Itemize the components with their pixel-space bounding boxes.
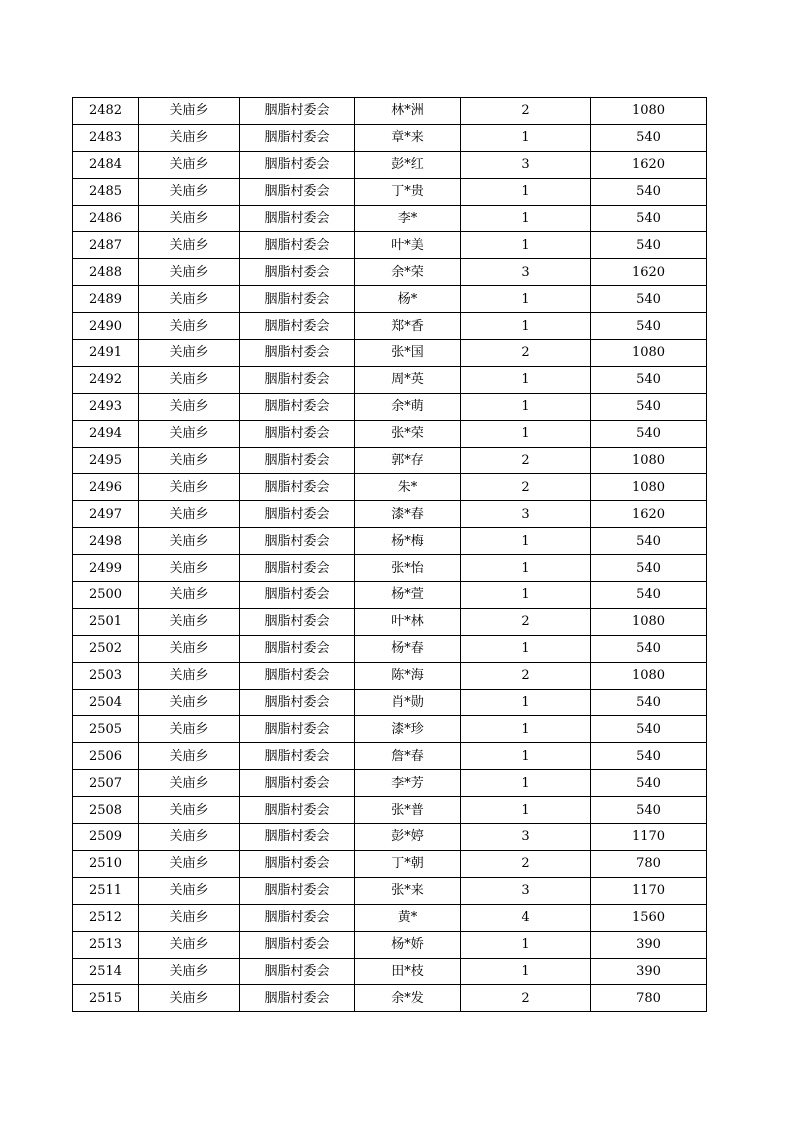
township-cell: 关庙乡 <box>139 743 240 770</box>
person-name-cell: 余*荣 <box>355 259 461 286</box>
township-cell: 关庙乡 <box>139 366 240 393</box>
village-committee-cell: 胭脂村委会 <box>240 608 355 635</box>
amount-cell: 1080 <box>591 662 707 689</box>
township-cell: 关庙乡 <box>139 447 240 474</box>
serial-number-cell: 2506 <box>73 743 139 770</box>
person-name-cell: 郭*存 <box>355 447 461 474</box>
table-row <box>73 904 707 931</box>
serial-number-cell: 2498 <box>73 528 139 555</box>
household-count-cell: 1 <box>461 555 591 582</box>
serial-number-cell: 2482 <box>73 98 139 125</box>
household-count-cell: 2 <box>461 98 591 125</box>
serial-number-cell: 2483 <box>73 124 139 151</box>
person-name-cell: 周*英 <box>355 366 461 393</box>
person-name-cell: 张*国 <box>355 340 461 367</box>
village-committee-cell: 胭脂村委会 <box>240 259 355 286</box>
township-cell: 关庙乡 <box>139 824 240 851</box>
table-row <box>73 555 707 582</box>
village-committee-cell: 胭脂村委会 <box>240 662 355 689</box>
village-committee-cell: 胭脂村委会 <box>240 447 355 474</box>
household-count-cell: 1 <box>461 582 591 609</box>
table-row <box>73 340 707 367</box>
table-row <box>73 770 707 797</box>
household-count-cell: 1 <box>461 420 591 447</box>
serial-number-cell: 2486 <box>73 205 139 232</box>
village-committee-cell: 胭脂村委会 <box>240 393 355 420</box>
township-cell: 关庙乡 <box>139 582 240 609</box>
township-cell: 关庙乡 <box>139 877 240 904</box>
amount-cell: 540 <box>591 770 707 797</box>
table-row <box>73 743 707 770</box>
township-cell: 关庙乡 <box>139 662 240 689</box>
table-row <box>73 931 707 958</box>
household-count-cell: 3 <box>461 824 591 851</box>
person-name-cell: 余*发 <box>355 985 461 1012</box>
township-cell: 关庙乡 <box>139 850 240 877</box>
township-cell: 关庙乡 <box>139 985 240 1012</box>
person-name-cell: 李*芳 <box>355 770 461 797</box>
person-name-cell: 漆*珍 <box>355 716 461 743</box>
person-name-cell: 杨*春 <box>355 635 461 662</box>
serial-number-cell: 2502 <box>73 635 139 662</box>
household-count-cell: 1 <box>461 205 591 232</box>
person-name-cell: 彭*红 <box>355 151 461 178</box>
household-count-cell: 1 <box>461 178 591 205</box>
serial-number-cell: 2489 <box>73 286 139 313</box>
serial-number-cell: 2514 <box>73 958 139 985</box>
person-name-cell: 张*荣 <box>355 420 461 447</box>
table-row <box>73 608 707 635</box>
household-count-cell: 1 <box>461 366 591 393</box>
table-row <box>73 232 707 259</box>
table-row <box>73 528 707 555</box>
serial-number-cell: 2487 <box>73 232 139 259</box>
person-name-cell: 张*怡 <box>355 555 461 582</box>
township-cell: 关庙乡 <box>139 420 240 447</box>
household-count-cell: 1 <box>461 689 591 716</box>
serial-number-cell: 2500 <box>73 582 139 609</box>
village-committee-cell: 胭脂村委会 <box>240 635 355 662</box>
table-row <box>73 582 707 609</box>
person-name-cell: 杨*娇 <box>355 931 461 958</box>
person-name-cell: 李* <box>355 205 461 232</box>
person-name-cell: 杨* <box>355 286 461 313</box>
village-committee-cell: 胭脂村委会 <box>240 232 355 259</box>
table-row <box>73 393 707 420</box>
village-committee-cell: 胭脂村委会 <box>240 743 355 770</box>
household-count-cell: 1 <box>461 635 591 662</box>
person-name-cell: 叶*美 <box>355 232 461 259</box>
village-committee-cell: 胭脂村委会 <box>240 555 355 582</box>
township-cell: 关庙乡 <box>139 124 240 151</box>
table-row <box>73 205 707 232</box>
table-row <box>73 985 707 1012</box>
person-name-cell: 杨*萱 <box>355 582 461 609</box>
serial-number-cell: 2509 <box>73 824 139 851</box>
table-row <box>73 635 707 662</box>
township-cell: 关庙乡 <box>139 501 240 528</box>
household-count-cell: 1 <box>461 743 591 770</box>
person-name-cell: 杨*梅 <box>355 528 461 555</box>
table-row <box>73 824 707 851</box>
person-name-cell: 陈*海 <box>355 662 461 689</box>
serial-number-cell: 2501 <box>73 608 139 635</box>
village-committee-cell: 胭脂村委会 <box>240 958 355 985</box>
village-committee-cell: 胭脂村委会 <box>240 340 355 367</box>
household-count-cell: 1 <box>461 393 591 420</box>
household-count-cell: 1 <box>461 770 591 797</box>
village-committee-cell: 胭脂村委会 <box>240 124 355 151</box>
township-cell: 关庙乡 <box>139 608 240 635</box>
table-row <box>73 447 707 474</box>
serial-number-cell: 2484 <box>73 151 139 178</box>
village-committee-cell: 胭脂村委会 <box>240 716 355 743</box>
serial-number-cell: 2512 <box>73 904 139 931</box>
household-count-cell: 2 <box>461 340 591 367</box>
household-count-cell: 1 <box>461 232 591 259</box>
township-cell: 关庙乡 <box>139 716 240 743</box>
household-count-cell: 1 <box>461 931 591 958</box>
serial-number-cell: 2491 <box>73 340 139 367</box>
amount-cell: 1620 <box>591 501 707 528</box>
township-cell: 关庙乡 <box>139 286 240 313</box>
township-cell: 关庙乡 <box>139 178 240 205</box>
household-count-cell: 1 <box>461 313 591 340</box>
amount-cell: 1080 <box>591 608 707 635</box>
person-name-cell: 丁*朝 <box>355 850 461 877</box>
township-cell: 关庙乡 <box>139 555 240 582</box>
village-committee-cell: 胭脂村委会 <box>240 178 355 205</box>
amount-cell: 1620 <box>591 259 707 286</box>
amount-cell: 540 <box>591 689 707 716</box>
household-count-cell: 4 <box>461 904 591 931</box>
amount-cell: 390 <box>591 958 707 985</box>
amount-cell: 540 <box>591 528 707 555</box>
village-committee-cell: 胭脂村委会 <box>240 582 355 609</box>
village-committee-cell: 胭脂村委会 <box>240 501 355 528</box>
amount-cell: 780 <box>591 985 707 1012</box>
township-cell: 关庙乡 <box>139 797 240 824</box>
village-committee-cell: 胭脂村委会 <box>240 904 355 931</box>
serial-number-cell: 2511 <box>73 877 139 904</box>
household-count-cell: 1 <box>461 797 591 824</box>
person-name-cell: 丁*贵 <box>355 178 461 205</box>
person-name-cell: 郑*香 <box>355 313 461 340</box>
roster-table <box>72 97 707 1012</box>
amount-cell: 540 <box>591 178 707 205</box>
serial-number-cell: 2515 <box>73 985 139 1012</box>
household-count-cell: 1 <box>461 958 591 985</box>
township-cell: 关庙乡 <box>139 904 240 931</box>
table-row <box>73 501 707 528</box>
person-name-cell: 肖*勋 <box>355 689 461 716</box>
table-row <box>73 151 707 178</box>
amount-cell: 540 <box>591 393 707 420</box>
township-cell: 关庙乡 <box>139 770 240 797</box>
township-cell: 关庙乡 <box>139 474 240 501</box>
serial-number-cell: 2510 <box>73 850 139 877</box>
village-committee-cell: 胭脂村委会 <box>240 98 355 125</box>
table-row <box>73 716 707 743</box>
household-count-cell: 2 <box>461 474 591 501</box>
household-count-cell: 1 <box>461 528 591 555</box>
household-count-cell: 2 <box>461 850 591 877</box>
person-name-cell: 张*来 <box>355 877 461 904</box>
amount-cell: 540 <box>591 286 707 313</box>
table-row <box>73 259 707 286</box>
household-count-cell: 3 <box>461 877 591 904</box>
amount-cell: 540 <box>591 205 707 232</box>
amount-cell: 540 <box>591 313 707 340</box>
amount-cell: 540 <box>591 797 707 824</box>
person-name-cell: 田*枝 <box>355 958 461 985</box>
township-cell: 关庙乡 <box>139 151 240 178</box>
township-cell: 关庙乡 <box>139 958 240 985</box>
serial-number-cell: 2499 <box>73 555 139 582</box>
amount-cell: 1170 <box>591 824 707 851</box>
township-cell: 关庙乡 <box>139 689 240 716</box>
person-name-cell: 余*萌 <box>355 393 461 420</box>
township-cell: 关庙乡 <box>139 313 240 340</box>
village-committee-cell: 胭脂村委会 <box>240 528 355 555</box>
household-count-cell: 1 <box>461 716 591 743</box>
amount-cell: 1080 <box>591 340 707 367</box>
amount-cell: 540 <box>591 555 707 582</box>
serial-number-cell: 2497 <box>73 501 139 528</box>
township-cell: 关庙乡 <box>139 98 240 125</box>
amount-cell: 540 <box>591 124 707 151</box>
serial-number-cell: 2513 <box>73 931 139 958</box>
person-name-cell: 詹*春 <box>355 743 461 770</box>
person-name-cell: 黄* <box>355 904 461 931</box>
table-row <box>73 420 707 447</box>
table-row <box>73 366 707 393</box>
household-count-cell: 1 <box>461 286 591 313</box>
household-count-cell: 3 <box>461 501 591 528</box>
table-row <box>73 313 707 340</box>
township-cell: 关庙乡 <box>139 259 240 286</box>
township-cell: 关庙乡 <box>139 393 240 420</box>
village-committee-cell: 胭脂村委会 <box>240 850 355 877</box>
household-count-cell: 3 <box>461 259 591 286</box>
table-row <box>73 474 707 501</box>
person-name-cell: 林*洲 <box>355 98 461 125</box>
amount-cell: 1170 <box>591 877 707 904</box>
table-row <box>73 850 707 877</box>
person-name-cell: 章*来 <box>355 124 461 151</box>
serial-number-cell: 2488 <box>73 259 139 286</box>
table-row <box>73 178 707 205</box>
village-committee-cell: 胭脂村委会 <box>240 824 355 851</box>
person-name-cell: 漆*春 <box>355 501 461 528</box>
village-committee-cell: 胭脂村委会 <box>240 931 355 958</box>
household-count-cell: 2 <box>461 447 591 474</box>
serial-number-cell: 2503 <box>73 662 139 689</box>
serial-number-cell: 2494 <box>73 420 139 447</box>
amount-cell: 390 <box>591 931 707 958</box>
person-name-cell: 彭*婷 <box>355 824 461 851</box>
amount-cell: 540 <box>591 366 707 393</box>
amount-cell: 540 <box>591 232 707 259</box>
township-cell: 关庙乡 <box>139 528 240 555</box>
serial-number-cell: 2485 <box>73 178 139 205</box>
table-row <box>73 877 707 904</box>
person-name-cell: 朱* <box>355 474 461 501</box>
serial-number-cell: 2504 <box>73 689 139 716</box>
serial-number-cell: 2507 <box>73 770 139 797</box>
amount-cell: 1080 <box>591 474 707 501</box>
village-committee-cell: 胭脂村委会 <box>240 286 355 313</box>
township-cell: 关庙乡 <box>139 635 240 662</box>
village-committee-cell: 胭脂村委会 <box>240 420 355 447</box>
township-cell: 关庙乡 <box>139 205 240 232</box>
serial-number-cell: 2496 <box>73 474 139 501</box>
serial-number-cell: 2505 <box>73 716 139 743</box>
table-row <box>73 124 707 151</box>
serial-number-cell: 2492 <box>73 366 139 393</box>
table-row <box>73 958 707 985</box>
township-cell: 关庙乡 <box>139 232 240 259</box>
amount-cell: 1080 <box>591 98 707 125</box>
amount-cell: 540 <box>591 420 707 447</box>
village-committee-cell: 胭脂村委会 <box>240 205 355 232</box>
table-row <box>73 689 707 716</box>
amount-cell: 540 <box>591 743 707 770</box>
amount-cell: 540 <box>591 635 707 662</box>
village-committee-cell: 胭脂村委会 <box>240 366 355 393</box>
village-committee-cell: 胭脂村委会 <box>240 985 355 1012</box>
amount-cell: 780 <box>591 850 707 877</box>
household-count-cell: 2 <box>461 985 591 1012</box>
serial-number-cell: 2508 <box>73 797 139 824</box>
household-count-cell: 2 <box>461 662 591 689</box>
table-row <box>73 286 707 313</box>
village-committee-cell: 胭脂村委会 <box>240 877 355 904</box>
roster-table-body <box>73 98 707 1012</box>
serial-number-cell: 2490 <box>73 313 139 340</box>
township-cell: 关庙乡 <box>139 340 240 367</box>
village-committee-cell: 胭脂村委会 <box>240 689 355 716</box>
serial-number-cell: 2495 <box>73 447 139 474</box>
amount-cell: 1560 <box>591 904 707 931</box>
person-name-cell: 叶*林 <box>355 608 461 635</box>
serial-number-cell: 2493 <box>73 393 139 420</box>
household-count-cell: 1 <box>461 124 591 151</box>
amount-cell: 1620 <box>591 151 707 178</box>
township-cell: 关庙乡 <box>139 931 240 958</box>
amount-cell: 1080 <box>591 447 707 474</box>
person-name-cell: 张*普 <box>355 797 461 824</box>
village-committee-cell: 胭脂村委会 <box>240 474 355 501</box>
table-row <box>73 98 707 125</box>
village-committee-cell: 胭脂村委会 <box>240 313 355 340</box>
village-committee-cell: 胭脂村委会 <box>240 151 355 178</box>
household-count-cell: 3 <box>461 151 591 178</box>
household-count-cell: 2 <box>461 608 591 635</box>
village-committee-cell: 胭脂村委会 <box>240 797 355 824</box>
table-row <box>73 797 707 824</box>
village-committee-cell: 胭脂村委会 <box>240 770 355 797</box>
amount-cell: 540 <box>591 582 707 609</box>
table-row <box>73 662 707 689</box>
amount-cell: 540 <box>591 716 707 743</box>
